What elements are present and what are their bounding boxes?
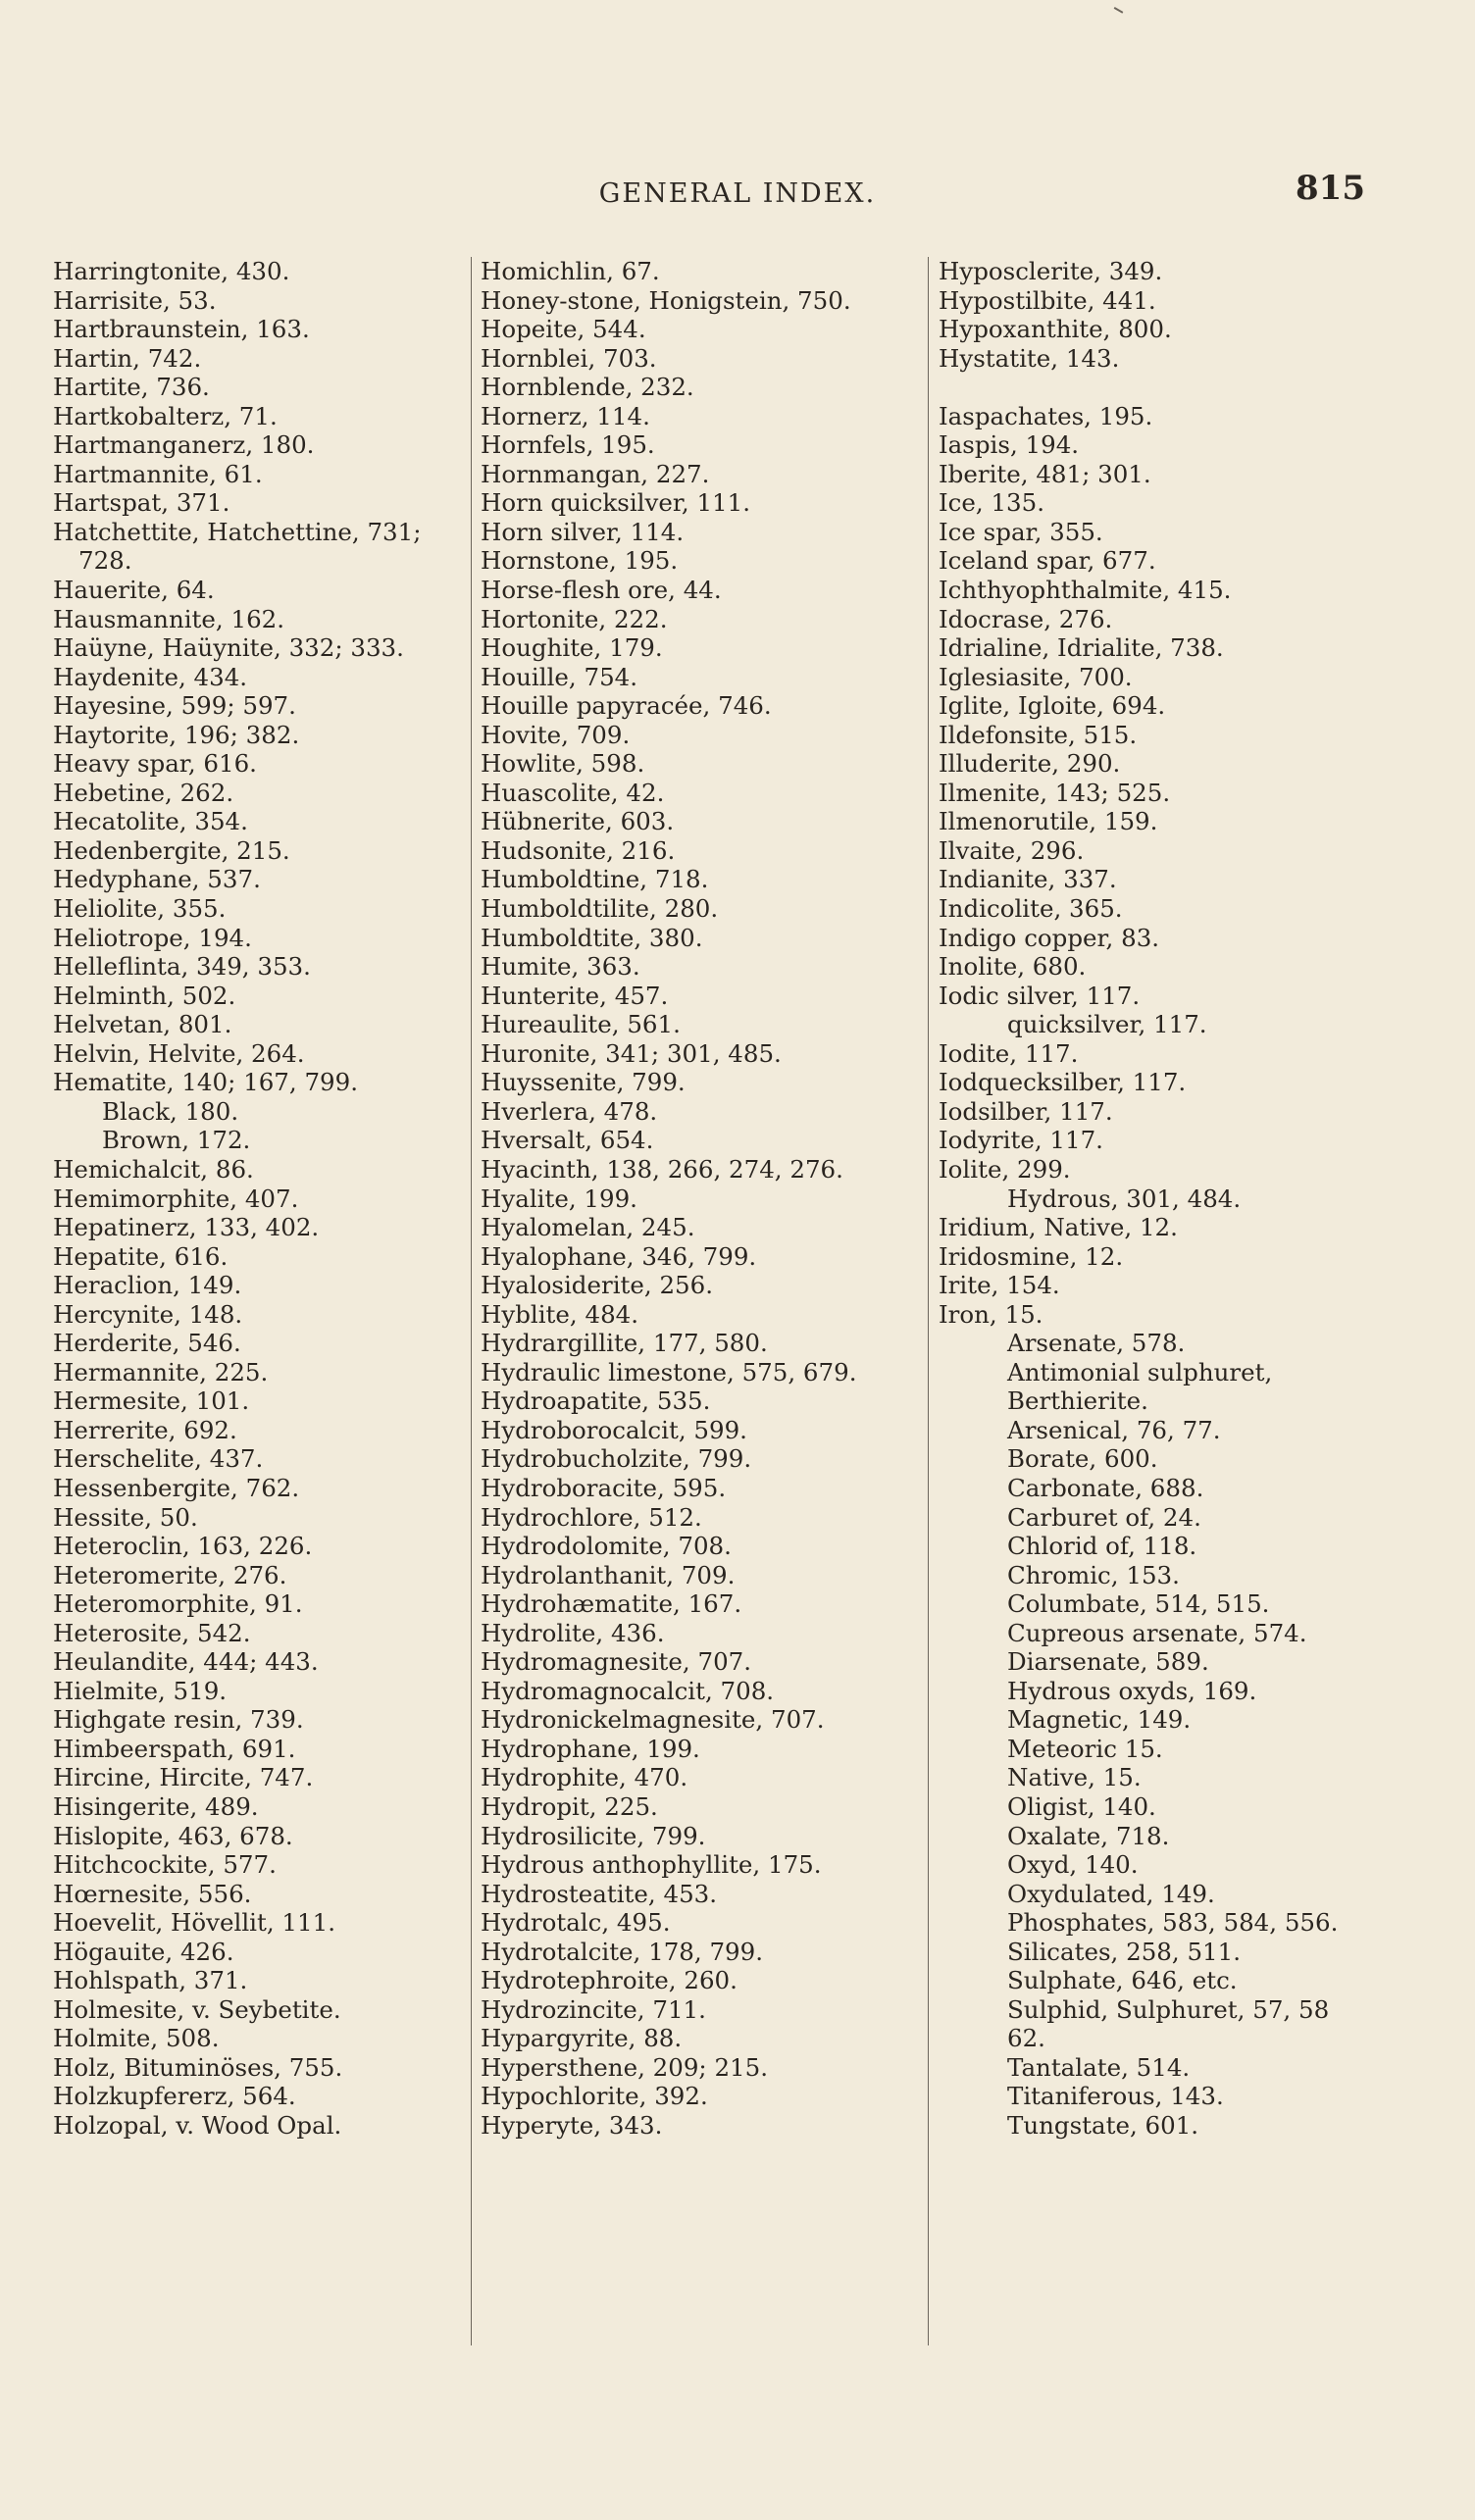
index-entry: Heliolite, 355.: [53, 894, 227, 924]
index-entry: Hydrosteatite, 453.: [481, 1879, 718, 1908]
index-entry: Hisingerite, 489.: [53, 1791, 259, 1821]
index-entry: Hornblei, 703.: [481, 343, 657, 373]
index-entry: Hartbraunstein, 163.: [53, 315, 310, 344]
index-entry: Hypersthene, 209; 215.: [481, 2052, 769, 2082]
index-entry: Iridosmine, 12.: [939, 1241, 1124, 1271]
index-entry: Oxalate, 718.: [1007, 1821, 1170, 1850]
index-entry: Hornblende, 232.: [481, 373, 694, 402]
index-entry: Indicolite, 365.: [939, 894, 1123, 924]
index-entry: Hornfels, 195.: [481, 430, 655, 460]
index-entry: Iodyrite, 117.: [939, 1126, 1103, 1155]
index-entry: Hydrotalcite, 178, 799.: [481, 1937, 764, 1966]
index-entry: Hunterite, 457.: [481, 981, 669, 1010]
page-number: 815: [1296, 169, 1365, 208]
index-entry: Hovite, 709.: [481, 720, 631, 749]
index-entry: Columbate, 514, 515.: [1007, 1589, 1270, 1619]
index-entry: Hydrous anthophyllite, 175.: [481, 1850, 822, 1880]
index-entry: Carburet of, 24.: [1007, 1502, 1201, 1532]
index-entry: Ilmenorutile, 159.: [939, 807, 1158, 836]
index-entry: Iceland spar, 677.: [939, 546, 1156, 576]
index-entry: Hydroborocalcit, 599.: [481, 1415, 747, 1444]
index-entry: Hydrozincite, 711.: [481, 1994, 706, 2024]
index-entry: Heavy spar, 616.: [53, 749, 257, 779]
index-entry: Hœrnesite, 556.: [53, 1879, 252, 1908]
column-divider: [928, 257, 929, 2345]
index-entry: Irite, 154.: [939, 1271, 1060, 1300]
index-entry: Iodite, 117.: [939, 1038, 1079, 1068]
index-entry: Iodsilber, 117.: [939, 1096, 1113, 1126]
index-entry: Diarsenate, 589.: [1007, 1647, 1209, 1677]
index-entry: Hartspat, 371.: [53, 488, 230, 518]
index-entry: Holzkupfererz, 564.: [53, 2082, 296, 2111]
index-entry: Hitchcockite, 577.: [53, 1850, 277, 1880]
index-entry: Hydrous, 301, 484.: [1007, 1184, 1242, 1213]
index-entry: Hayesine, 599; 597.: [53, 691, 296, 721]
index-entry: Iaspis, 194.: [939, 430, 1080, 460]
index-entry: Oxydulated, 149.: [1007, 1879, 1215, 1908]
index-entry: Hydrolanthanit, 709.: [481, 1560, 736, 1589]
index-entry: Borate, 600.: [1007, 1444, 1158, 1474]
index-entry: Hausmannite, 162.: [53, 604, 285, 633]
index-entry: Hartite, 736.: [53, 373, 210, 402]
index-entry: Herderite, 546.: [53, 1329, 241, 1358]
index-entry: Indianite, 337.: [939, 865, 1117, 894]
index-entry: Hemimorphite, 407.: [53, 1184, 299, 1213]
index-entry: Hudsonite, 216.: [481, 835, 676, 865]
index-entry: Hebetine, 262.: [53, 778, 234, 807]
index-entry: Hematite, 140; 167, 799.: [53, 1068, 358, 1097]
index-entry: Sulphid, Sulphuret, 57, 58: [1007, 1994, 1330, 2024]
index-entry: Hyblite, 484.: [481, 1299, 639, 1329]
index-entry: Hypoxanthite, 800.: [939, 315, 1172, 344]
index-entry: Hopeite, 544.: [481, 315, 646, 344]
index-entry: Howlite, 598.: [481, 749, 645, 779]
index-entry: Ice, 135.: [939, 488, 1045, 518]
index-entry: Hydrolite, 436.: [481, 1618, 665, 1647]
index-entry: Holz, Bituminöses, 755.: [53, 2052, 343, 2082]
index-entry: Hverlera, 478.: [481, 1096, 658, 1126]
index-entry: Hyperyte, 343.: [481, 2111, 663, 2140]
index-entry: Iron, 15.: [939, 1299, 1043, 1329]
index-entry: Ilmenite, 143; 525.: [939, 778, 1171, 807]
index-entry: Hydronickelmagnesite, 707.: [481, 1705, 825, 1735]
index-entry: Indigo copper, 83.: [939, 923, 1160, 952]
index-entry: Hydrophite, 470.: [481, 1763, 688, 1792]
index-entry: Hystatite, 143.: [939, 343, 1120, 373]
index-entry: Helvin, Helvite, 264.: [53, 1038, 305, 1068]
index-entry: Hepatite, 616.: [53, 1241, 229, 1271]
index-entry: Harringtonite, 430.: [53, 257, 290, 285]
index-entry: Oligist, 140.: [1007, 1791, 1156, 1821]
index-entry: Homichlin, 67.: [481, 257, 660, 285]
index-entry: Idocrase, 276.: [939, 604, 1113, 633]
index-entry: Helvetan, 801.: [53, 1010, 232, 1039]
index-entry: Antimonial sulphuret,: [1007, 1357, 1273, 1386]
index-entry: Ildefonsite, 515.: [939, 720, 1138, 749]
index-entry: Hartin, 742.: [53, 343, 202, 373]
index-entry: Hyalosiderite, 256.: [481, 1271, 714, 1300]
index-entry: Iodic silver, 117.: [939, 981, 1141, 1010]
index-entry: Ichthyophthalmite, 415.: [939, 576, 1232, 605]
index-entry: Houghite, 179.: [481, 633, 663, 663]
index-entry: Hessite, 50.: [53, 1502, 198, 1532]
index-entry: Högauite, 426.: [53, 1937, 234, 1966]
index-entry: Hypochlorite, 392.: [481, 2082, 708, 2111]
index-entry: Brown, 172.: [102, 1126, 251, 1155]
index-entry: Huascolite, 42.: [481, 778, 665, 807]
index-entry: Hedyphane, 537.: [53, 865, 261, 894]
index-entry: Hornmangan, 227.: [481, 459, 710, 488]
index-entry: Hoevelit, Hövellit, 111.: [53, 1908, 335, 1938]
index-entry: Humite, 363.: [481, 952, 640, 982]
index-entry: Arsenical, 76, 77.: [1007, 1415, 1221, 1444]
index-entry: Hydrotalc, 495.: [481, 1908, 671, 1938]
index-entry: Iberite, 481; 301.: [939, 459, 1151, 488]
index-entry: Ilvaite, 296.: [939, 835, 1085, 865]
index-entry: Humboldtite, 380.: [481, 923, 703, 952]
index-entry: Hydrobucholzite, 799.: [481, 1444, 752, 1474]
index-entry: Hydromagnesite, 707.: [481, 1647, 752, 1677]
index-entry: Highgate resin, 739.: [53, 1705, 304, 1735]
index-entry: Hyalite, 199.: [481, 1184, 637, 1213]
index-entry: Hecatolite, 354.: [53, 807, 248, 836]
index-entry: Heliotrope, 194.: [53, 923, 252, 952]
index-entry: Cupreous arsenate, 574.: [1007, 1618, 1307, 1647]
index-entry: Berthierite.: [1007, 1386, 1148, 1416]
index-entry: Haytorite, 196; 382.: [53, 720, 300, 749]
index-entry: Hercynite, 148.: [53, 1299, 243, 1329]
index-entry: Hydrodolomite, 708.: [481, 1532, 732, 1561]
index-entry: Black, 180.: [102, 1096, 239, 1126]
index-entry: Ice spar, 355.: [939, 517, 1103, 546]
index-entry: Haüyne, Haüynite, 332; 333.: [53, 633, 404, 663]
index-entry: Holzopal, v. Wood Opal.: [53, 2111, 342, 2140]
index-entry: Sulphate, 646, etc.: [1007, 1966, 1238, 1995]
index-entry: Chromic, 153.: [1007, 1560, 1180, 1589]
index-entry: Hureaulite, 561.: [481, 1010, 681, 1039]
index-entry: Heulandite, 444; 443.: [53, 1647, 319, 1677]
index-entry: Houille papyracée, 746.: [481, 691, 772, 721]
index-entry: Iodquecksilber, 117.: [939, 1068, 1187, 1097]
index-entry: Hversalt, 654.: [481, 1126, 654, 1155]
index-entry: Hydrohæmatite, 167.: [481, 1589, 742, 1619]
index-entry: Hydrosilicite, 799.: [481, 1821, 706, 1850]
index-entry: Hydropit, 225.: [481, 1791, 658, 1821]
index-entry: Hircine, Hircite, 747.: [53, 1763, 314, 1792]
running-header: GENERAL INDEX.: [598, 178, 877, 209]
index-entry: Holmesite, v. Seybetite.: [53, 1994, 341, 2024]
index-entry: Iridium, Native, 12.: [939, 1213, 1178, 1242]
index-entry: Hydrochlore, 512.: [481, 1502, 702, 1532]
index-entry: Hauerite, 64.: [53, 576, 215, 605]
page-mark: [1114, 0, 1129, 14]
index-entry: Harrisite, 53.: [53, 285, 217, 315]
index-entry: Hydroapatite, 535.: [481, 1386, 711, 1416]
index-entry: Oxyd, 140.: [1007, 1850, 1139, 1880]
index-entry: Heteroclin, 163, 226.: [53, 1532, 313, 1561]
index-entry: Hepatinerz, 133, 402.: [53, 1213, 320, 1242]
index-entry: Iaspachates, 195.: [939, 401, 1153, 430]
index-entry: Holmite, 508.: [53, 2024, 220, 2053]
index-spacer: [939, 373, 1399, 402]
index-entry: Heteromerite, 276.: [53, 1560, 287, 1589]
index-entry: Hyposclerite, 349.: [939, 257, 1163, 285]
index-entry: Haydenite, 434.: [53, 662, 248, 691]
index-entry: Hartmanganerz, 180.: [53, 430, 315, 460]
index-column-2: [481, 257, 917, 2141]
index-entry: Hermannite, 225.: [53, 1357, 269, 1386]
index-entry: Iglesiasite, 700.: [939, 662, 1133, 691]
index-entry: Helleflinta, 349, 353.: [53, 952, 311, 982]
index-entry: Helminth, 502.: [53, 981, 236, 1010]
index-entry: Horn quicksilver, 111.: [481, 488, 750, 518]
index-entry: Tungstate, 601.: [1007, 2111, 1199, 2140]
index-entry: Idrialine, Idrialite, 738.: [939, 633, 1224, 663]
index-entry: Hortonite, 222.: [481, 604, 668, 633]
index-entry: Humboldtine, 718.: [481, 865, 709, 894]
column-divider: [471, 257, 472, 2345]
index-column-1: [53, 257, 465, 2141]
index-entry: Phosphates, 583, 584, 556.: [1007, 1908, 1339, 1938]
index-entry: Titaniferous, 143.: [1007, 2082, 1224, 2111]
index-entry: Hartkobalterz, 71.: [53, 401, 278, 430]
index-entry: Hohlspath, 371.: [53, 1966, 248, 1995]
index-entry: Hydroboracite, 595.: [481, 1473, 727, 1502]
index-entry: Chlorid of, 118.: [1007, 1532, 1197, 1561]
index-entry: Hornstone, 195.: [481, 546, 679, 576]
index-entry: Heraclion, 149.: [53, 1271, 242, 1300]
index-entry: Hübnerite, 603.: [481, 807, 675, 836]
index-entry: Hydromagnocalcit, 708.: [481, 1676, 775, 1705]
index-entry: Hydrargillite, 177, 580.: [481, 1329, 768, 1358]
index-entry: Hyalomelan, 245.: [481, 1213, 695, 1242]
index-entry: Hydrotephroite, 260.: [481, 1966, 738, 1995]
index-entry: Tantalate, 514.: [1007, 2052, 1191, 2082]
index-entry: Hyacinth, 138, 266, 274, 276.: [481, 1154, 843, 1184]
index-entry: Horn silver, 114.: [481, 517, 685, 546]
index-entry: Honey-stone, Honigstein, 750.: [481, 285, 851, 315]
index-entry: Houille, 754.: [481, 662, 638, 691]
index-entry: Hessenbergite, 762.: [53, 1473, 300, 1502]
index-entry: Hatchettite, Hatchettine, 731;: [53, 517, 422, 546]
index-entry: Silicates, 258, 511.: [1007, 1937, 1242, 1966]
index-entry: Herschelite, 437.: [53, 1444, 264, 1474]
index-entry: Hislopite, 463, 678.: [53, 1821, 293, 1850]
index-entry: Hypostilbite, 441.: [939, 285, 1156, 315]
index-entry: Hornerz, 114.: [481, 401, 650, 430]
index-entry: Arsenate, 578.: [1007, 1329, 1186, 1358]
index-entry: Hyalophane, 346, 799.: [481, 1241, 757, 1271]
index-entry: Meteoric 15.: [1007, 1734, 1163, 1763]
index-entry: Native, 15.: [1007, 1763, 1142, 1792]
index-entry: Horse-flesh ore, 44.: [481, 576, 722, 605]
index-column-3: [939, 257, 1399, 2141]
index-entry: Hydraulic limestone, 575, 679.: [481, 1357, 857, 1386]
index-entry: Huyssenite, 799.: [481, 1068, 686, 1097]
index-entry: Inolite, 680.: [939, 952, 1087, 982]
index-entry: Humboldtilite, 280.: [481, 894, 719, 924]
index-entry: Carbonate, 688.: [1007, 1473, 1204, 1502]
index-entry: Hydrophane, 199.: [481, 1734, 700, 1763]
index-entry: Herrerite, 692.: [53, 1415, 237, 1444]
index-entry: Hartmannite, 61.: [53, 459, 263, 488]
index-entry: Heteromorphite, 91.: [53, 1589, 303, 1619]
index-entry: Hedenbergite, 215.: [53, 835, 290, 865]
index-entry: Illuderite, 290.: [939, 749, 1121, 779]
index-entry: Himbeerspath, 691.: [53, 1734, 296, 1763]
index-entry: 728.: [78, 546, 132, 576]
index-entry: quicksilver, 117.: [1007, 1010, 1207, 1039]
index-entry: Hypargyrite, 88.: [481, 2024, 683, 2053]
index-entry: Huronite, 341; 301, 485.: [481, 1038, 782, 1068]
index-entry: Hermesite, 101.: [53, 1386, 250, 1416]
index-entry: Magnetic, 149.: [1007, 1705, 1192, 1735]
index-entry: Heterosite, 542.: [53, 1618, 251, 1647]
index-entry: Iolite, 299.: [939, 1154, 1071, 1184]
index-entry: Hielmite, 519.: [53, 1676, 228, 1705]
index-entry: 62.: [1007, 2024, 1045, 2053]
index-entry: Iglite, Igloite, 694.: [939, 691, 1166, 721]
index-entry: Hydrous oxyds, 169.: [1007, 1676, 1257, 1705]
index-entry: Hemichalcit, 86.: [53, 1154, 254, 1184]
